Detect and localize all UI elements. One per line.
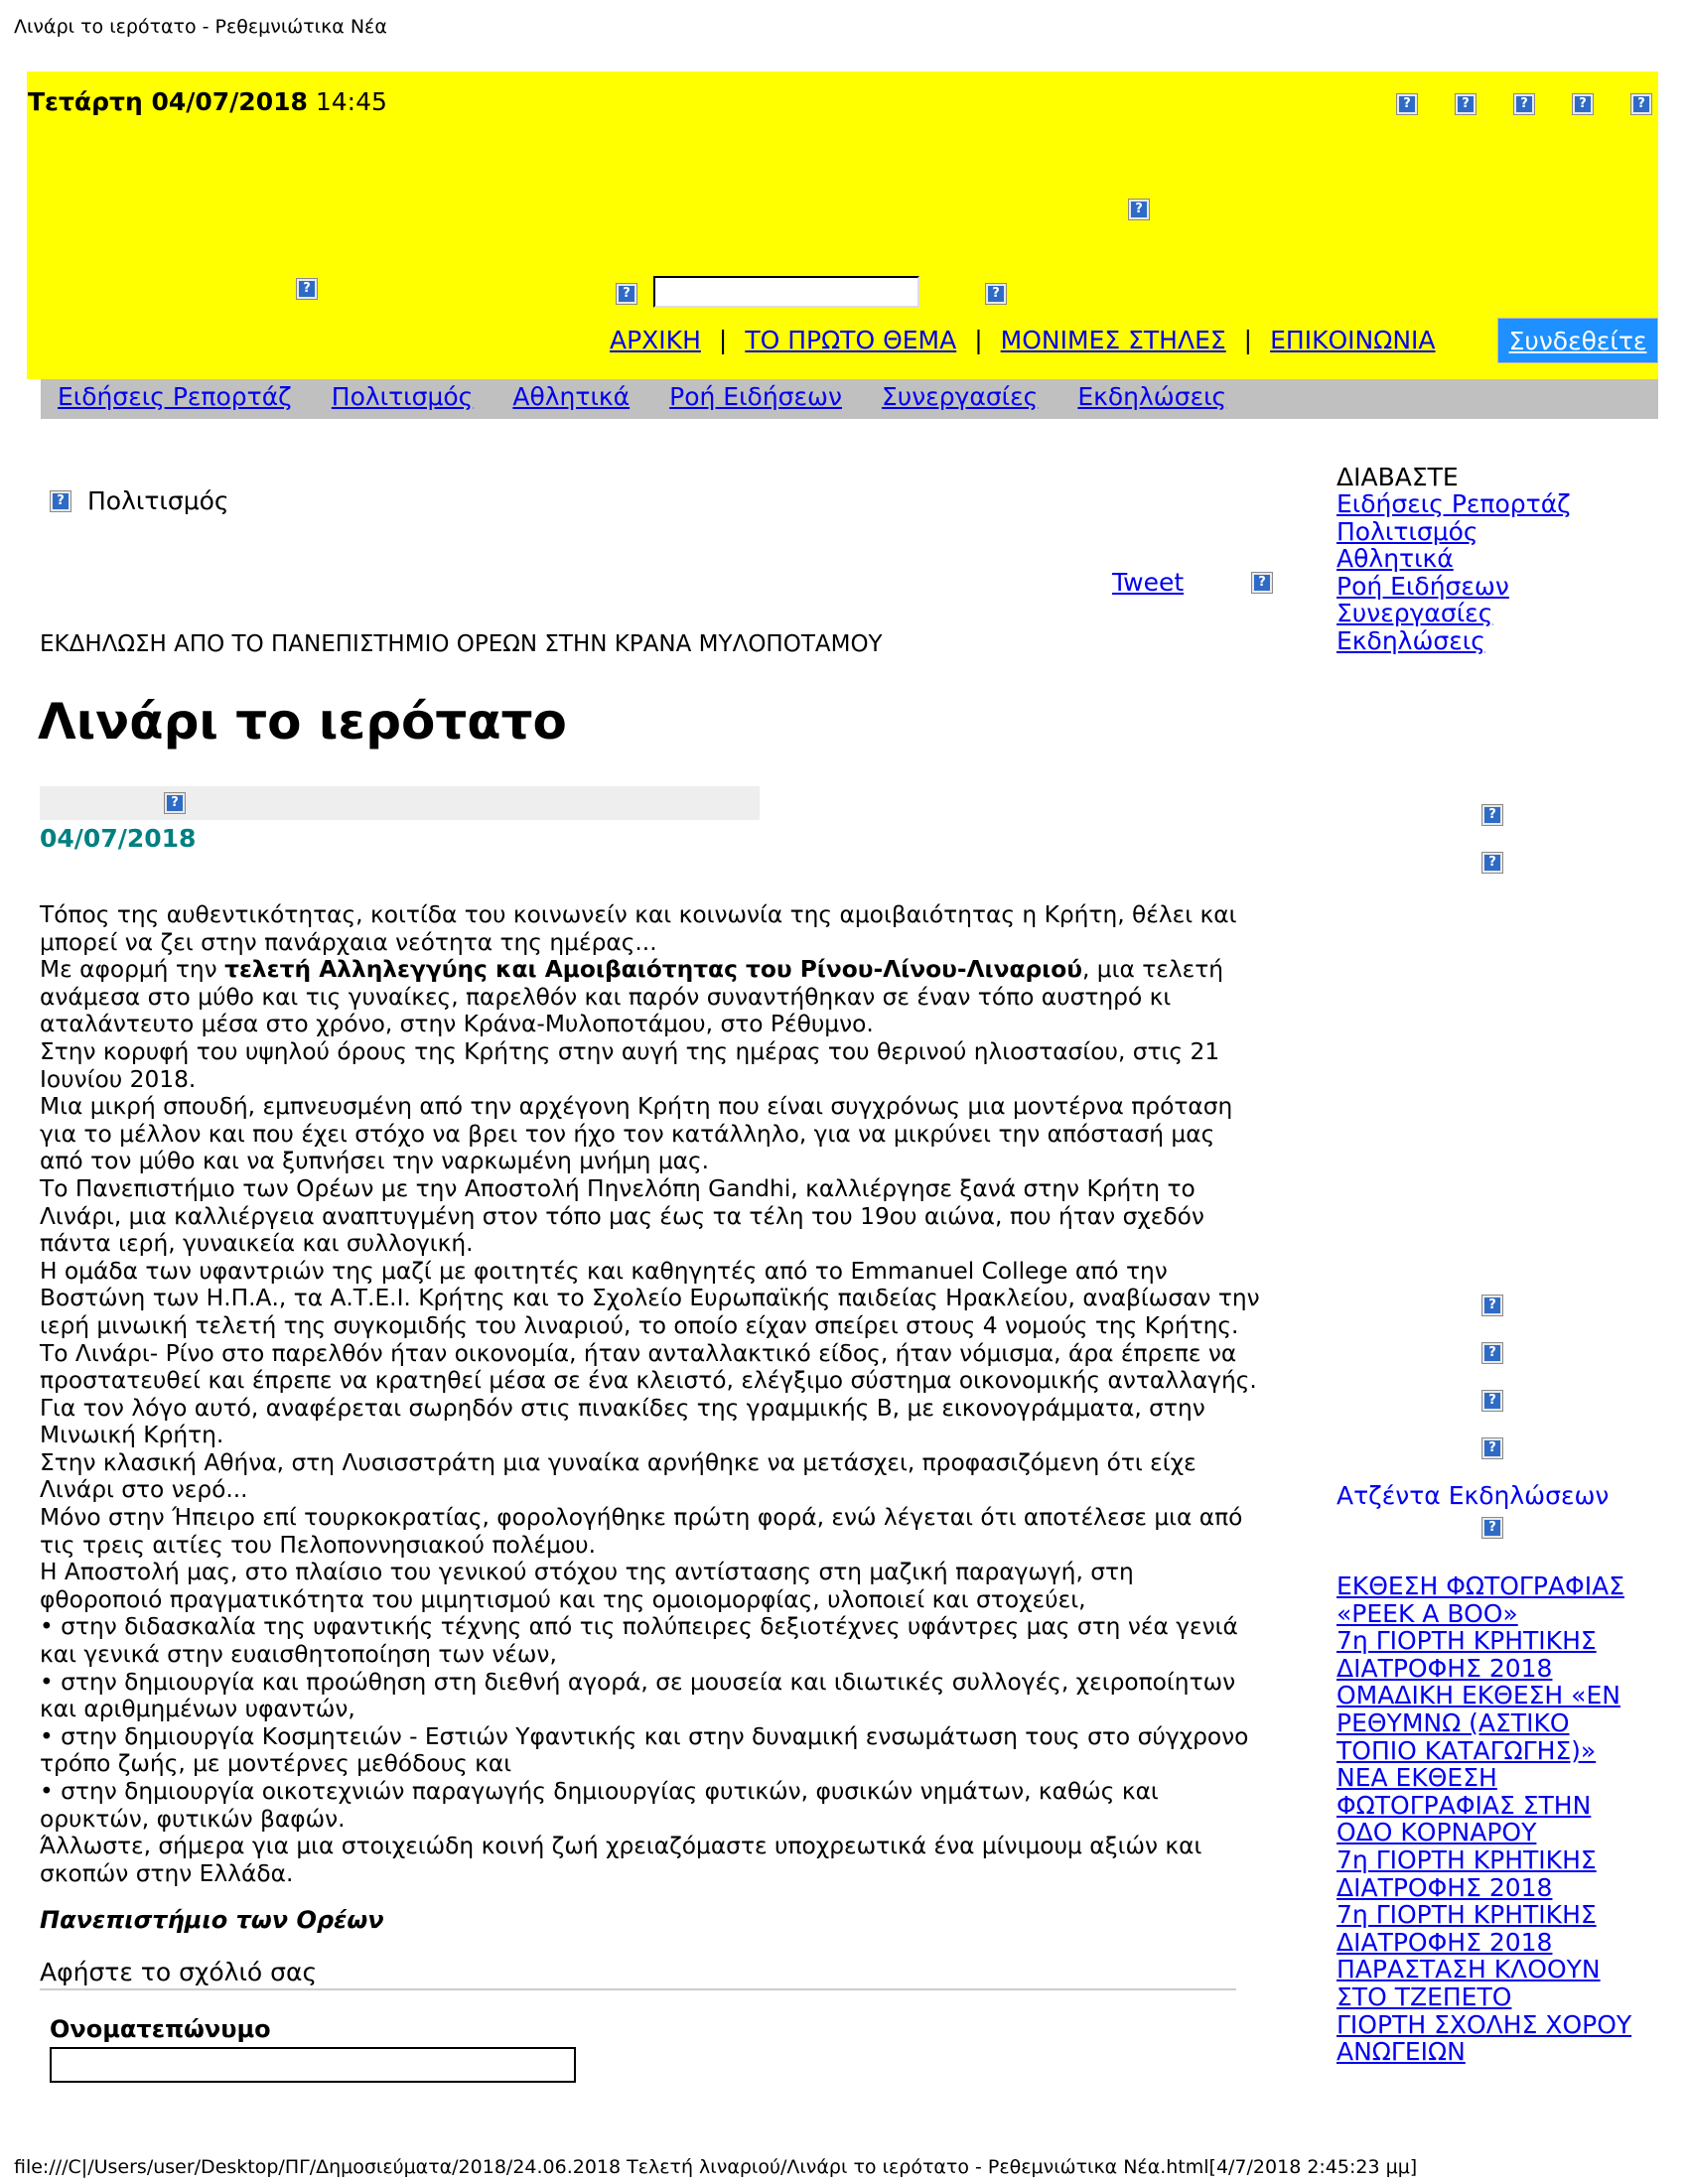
event-link[interactable]: 7η ΓΙΟΡΤΗ ΚΡΗΤΙΚΗΣ ΔΙΑΤΡΟΦΗΣ 2018 bbox=[1336, 1900, 1597, 1957]
header-datetime bbox=[28, 87, 387, 116]
sidebar-banner-icon[interactable]: ? bbox=[1481, 1295, 1503, 1316]
category-link-newsfeed[interactable]: Ροή Ειδήσεων bbox=[669, 382, 842, 411]
header-time: 14:45 bbox=[315, 87, 387, 116]
article-paragraph: Το Πανεπιστήμιο των Ορέων με την Αποστολή Πηνελόπη Gandhi, καλλιέργησε ξανά στην Κρήτη το Λινάρι, μια καλλιέργεια αναπτυγμένη στον τόπο μας έως τα τέλη του 19ου αιώνα, που ήταν σχεδόν πάντα ιερή, γυναικεία και συλλογική. bbox=[40, 1174, 1204, 1258]
logo-broken-image-icon[interactable]: ? bbox=[296, 278, 318, 300]
header-date: Τετάρτη 04/07/2018 bbox=[28, 87, 308, 116]
bullet-item: • στην δημιουργία και προώθηση στη διεθνή αγορά, σε μουσεία και ιδιωτικές συλλογές, χειροποίητων και αριθμημένων υφαντών, bbox=[40, 1668, 1236, 1723]
sidebar-heading: ΔΙΑΒΑΣΤΕ bbox=[1336, 463, 1459, 491]
event-link[interactable]: ΠΑΡΑΣΤΑΣΗ ΚΛΟΟΥΝ ΣΤΟ ΤΖΕΠΕΤΟ bbox=[1336, 1955, 1601, 2011]
sidebar-link[interactable]: Εκδηλώσεις bbox=[1336, 625, 1485, 655]
section-label: Πολιτισμός bbox=[87, 486, 229, 515]
broken-image-icon: ? bbox=[1128, 199, 1150, 220]
section-icon: ? bbox=[50, 490, 71, 512]
sidebar-links bbox=[1336, 490, 1571, 655]
broken-image-icon[interactable]: ? bbox=[1572, 93, 1594, 115]
broken-image-icon[interactable]: ? bbox=[1513, 93, 1535, 115]
article-subtitle: ΕΚΔΗΛΩΣΗ ΑΠΟ ΤΟ ΠΑΝΕΠΙΣΤΗΜΙΟ ΟΡΕΩΝ ΣΤΗΝ ΚΡΑΝΑ ΜΥΛΟΠΟΤΑΜΟΥ bbox=[40, 631, 883, 657]
article-image-icon: ? bbox=[164, 792, 186, 814]
article-date: 04/07/2018 bbox=[40, 824, 197, 853]
highlighted-phrase: τελετή Αλληλεγγύης και Αμοιβαιότητας του Ρίνου-Λίνου-Λιναριού bbox=[224, 956, 1082, 984]
name-input[interactable] bbox=[50, 2047, 576, 2083]
article-body bbox=[40, 901, 1261, 1887]
comment-prompt: Αφήστε το σχόλιό σας bbox=[40, 1958, 318, 1986]
event-link[interactable]: ΝΕΑ ΕΚΘΕΣΗ ΦΩΤΟΓΡΑΦΙΑΣ ΣΤΗΝ ΟΔΟ ΚΟΡΝΑΡΟΥ bbox=[1336, 1763, 1592, 1847]
meta-strip bbox=[40, 786, 760, 820]
article-paragraph: Άλλωστε, σήμερα για μια στοιχειώδη κοινή ζωή χρειαζόμαστε υποχρεωτικά ένα μίνιμουμ αξιών και σκοπών στην Ελλάδα. bbox=[40, 1833, 1202, 1887]
nav-separator: | bbox=[974, 326, 983, 354]
sidebar-banner-icon[interactable]: ? bbox=[1481, 804, 1503, 826]
nav-top-story[interactable]: ΤΟ ΠΡΩΤΟ ΘΕΜΑ bbox=[745, 326, 957, 354]
article-paragraph: Τόπος της αυθεντικότητας, κοιτίδα του κοινωνείν και κοινωνία της αμοιβαιότητας η Κρήτη, θέλει και μπορεί να ζει στην πανάρχαια νεότητα της ημέρας... bbox=[40, 901, 1237, 956]
article-paragraph: Μια μικρή σπουδή, εμπνευσμένη από την αρχέγονη Κρήτη που είναι συγχρόνως μια μοντέρνα πρόταση για το μέλλον και που έχει στόχο να βρει τον ήχο τον κατάλληλο, για να μικρύνει την απόστασή μας από τον μύθο και να ξυπνήσει την ναρκωμένη μνήμη μας. bbox=[40, 1093, 1233, 1175]
article-title: Λινάρι το ιερότατο bbox=[38, 693, 567, 751]
article-paragraph: Το Λινάρι- Ρίνο στο παρελθόν ήταν οικονομία, ήταν ανταλλακτικό είδος, ήταν νόμισμα, άρα έπρεπε να προστατευθεί και έπρεπε να κρατηθεί μέσα σε ένα κλειστό, ελέγξιμο σύστημα οικονομικής ανταλλαγής. bbox=[40, 1339, 1257, 1395]
nav-separator: | bbox=[718, 326, 728, 354]
divider bbox=[40, 1988, 1236, 1990]
article-paragraph: Για τον λόγο αυτό, αναφέρεται σωρηδόν στις πινακίδες της γραμμικής Β, με εικονογράμματα, στην Μινωική Κρήτη. bbox=[40, 1394, 1205, 1449]
article-paragraph: Η ομάδα των υφαντριών της μαζί με φοιτητές και καθηγητές από το Emmanuel College από την Βοστώνη των Η.Π.Α., τα Α.Τ.Ε.Ι. Κρήτης και το Σχολείο Ευρωπαϊκής παιδείας Ηρακλείου, αναβίωσαν την ιερή μινωική τελετή της συγκομιδής του λιναριού, το οποίο είχαν σπείρει στους 4 νομούς της Κρήτης. bbox=[40, 1257, 1260, 1339]
sidebar-banner-icon[interactable]: ? bbox=[1481, 852, 1503, 874]
agenda-icon: ? bbox=[1481, 1517, 1503, 1539]
article-paragraph: Με αφορμή την τελετή Αλληλεγγύης και Αμοιβαιότητας του Ρίνου-Λίνου-Λιναριού, μια τελετή ανάμεσα στο μύθο και τις γυναίκες, παρελθόν και παρόν συναντήθηκαν σε έναν τόπο αυστηρό κι αταλάντευτο μέσα στο χρόνο, στην Κράνα-Μυλοποτάμου, στο Ρέθυμνο. bbox=[40, 956, 1224, 1038]
broken-image-icon: ? bbox=[616, 283, 637, 305]
nav-columns[interactable]: ΜΟΝΙΜΕΣ ΣΤΗΛΕΣ bbox=[1000, 326, 1226, 354]
category-link-culture[interactable]: Πολιτισμός bbox=[331, 382, 474, 411]
print-footer-path: file:///C|/Users/user/Desktop/ΠΓ/Δημοσιεύματα/2018/24.06.2018 Τελετή λιναριού/Λινάρι το ιερότατο - Ρεθεμνιώτικα Νέα.html[4/7/2018 2:45:23 μμ] bbox=[14, 2156, 1418, 2178]
search-input[interactable] bbox=[653, 276, 919, 308]
category-link-sports[interactable]: Αθλητικά bbox=[512, 382, 631, 411]
event-link[interactable]: ΓΙΟΡΤΗ ΣΧΟΛΗΣ ΧΟΡΟΥ ΑΝΩΓΕΙΩΝ bbox=[1336, 2009, 1632, 2067]
tweet-link[interactable]: Tweet bbox=[1112, 568, 1185, 597]
sidebar-link[interactable]: Συνεργασίες bbox=[1336, 599, 1493, 628]
sidebar-banner-icon[interactable]: ? bbox=[1481, 1342, 1503, 1364]
event-link[interactable]: 7η ΓΙΟΡΤΗ ΚΡΗΤΙΚΗΣ ΔΙΑΤΡΟΦΗΣ 2018 bbox=[1336, 1626, 1597, 1683]
article-paragraph: Στην κλασική Αθήνα, στη Λυσισστράτη μια γυναίκα αρνήθηκε να μετάσχει, προφασιζόμενη ότι είχε Λινάρι στο νερό... bbox=[40, 1448, 1196, 1504]
category-link-collaborations[interactable]: Συνεργασίες bbox=[881, 382, 1039, 411]
print-header-title: Λινάρι το ιερότατο - Ρεθεμνιώτικα Νέα bbox=[14, 16, 387, 38]
category-link-news[interactable]: Ειδήσεις Ρεπορτάζ bbox=[58, 382, 292, 411]
top-nav bbox=[610, 326, 1436, 354]
nav-separator: | bbox=[1243, 326, 1253, 354]
login-button[interactable]: Συνδεθείτε bbox=[1497, 318, 1658, 363]
search-button-icon[interactable]: ? bbox=[985, 283, 1007, 305]
name-label: Ονοματεπώνυμο bbox=[50, 2015, 271, 2043]
category-nav bbox=[58, 382, 1226, 411]
broken-image-icon[interactable]: ? bbox=[1396, 93, 1418, 115]
article-signature: Πανεπιστήμιο των Ορέων bbox=[40, 1906, 384, 1934]
sidebar-banner-icon[interactable]: ? bbox=[1481, 1390, 1503, 1412]
event-link[interactable]: ΕΚΘΕΣΗ ΦΩΤΟΓΡΑΦΙΑΣ «PEEK A BOO» bbox=[1336, 1571, 1624, 1628]
events-list bbox=[1336, 1572, 1634, 2066]
sidebar-banner-icon[interactable]: ? bbox=[1481, 1437, 1503, 1459]
event-link[interactable]: ΟΜΑΔΙΚΗ ΕΚΘΕΣΗ «ΕΝ ΡΕΘΥΜΝΩ (ΑΣΤΙΚΟ ΤΟΠΙΟ ΚΑΤΑΓΩΓΗΣ)» bbox=[1336, 1681, 1620, 1765]
agenda-heading: Ατζέντα Εκδηλώσεων bbox=[1336, 1481, 1610, 1510]
broken-image-icon[interactable]: ? bbox=[1455, 93, 1477, 115]
event-link[interactable]: 7η ΓΙΟΡΤΗ ΚΡΗΤΙΚΗΣ ΔΙΑΤΡΟΦΗΣ 2018 bbox=[1336, 1844, 1597, 1902]
sidebar-link[interactable]: Αθλητικά bbox=[1336, 544, 1454, 574]
nav-home[interactable]: ΑΡΧΙΚΗ bbox=[610, 326, 701, 354]
article-paragraph: Μόνο στην Ήπειρο επί τουρκοκρατίας, φορολογήθηκε πρώτη φορά, ενώ λέγεται ότι αποτέλεσε μια από τις τρεις αιτίες του Πελοποννησιακού πολέμου. bbox=[40, 1504, 1243, 1559]
broken-image-icon[interactable]: ? bbox=[1630, 93, 1652, 115]
sidebar-link[interactable]: Ροή Ειδήσεων bbox=[1336, 571, 1509, 601]
category-link-events[interactable]: Εκδηλώσεις bbox=[1077, 382, 1227, 411]
sidebar-link[interactable]: Ειδήσεις Ρεπορτάζ bbox=[1336, 489, 1571, 518]
article-paragraph: Η Αποστολή μας, στο πλαίσιο του γενικού στόχου της αντίστασης στη μαζική παραγωγή, στη φθοροποιό πραγματικότητα του μιμητισμού και της ομοιομορφίας, υλοποιεί και στοχεύει, bbox=[40, 1559, 1134, 1613]
bullet-item: • στην δημιουργία Κοσμητειών - Εστιών Υφαντικής και στην δυναμική ενσωμάτωση τους στο σύγχρονο τρόπο ζωής, με μοντέρνες μεθόδους και bbox=[40, 1722, 1249, 1778]
nav-contact[interactable]: ΕΠΙΚΟΙΝΩΝΙΑ bbox=[1270, 326, 1436, 354]
bullet-item: • στην διδασκαλία της υφαντικής τέχνης από τις πολύπειρες δεξιοτέχνες υφάντρες μας στη νέα γενιά και γενικά στην ευαισθητοποίηση των νέων, bbox=[40, 1613, 1238, 1669]
share-icon[interactable]: ? bbox=[1251, 572, 1273, 594]
article-paragraph: Στην κορυφή του υψηλού όρους της Κρήτης στην αυγή της ημέρας του θερινού ηλιοστασίου, στις 21 Ιουνίου 2018. bbox=[40, 1037, 1220, 1093]
bullet-item: • στην δημιουργία οικοτεχνιών παραγωγής δημιουργίας φυτικών, φυσικών νημάτων, καθώς και ορυκτών, φυτικών βαφών. bbox=[40, 1778, 1159, 1833]
sidebar-link[interactable]: Πολιτισμός bbox=[1336, 516, 1478, 546]
